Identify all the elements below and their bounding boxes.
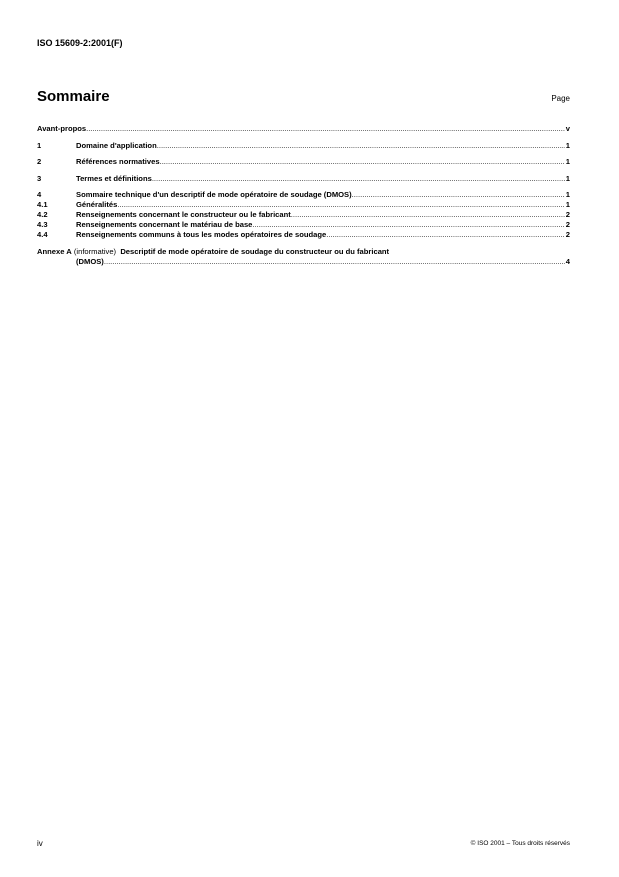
toc-entry-page: 2: [565, 230, 570, 239]
toc-entry-label: Renseignements communs à tous les modes opératoires de soudage: [76, 230, 327, 239]
toc-entry-page: 1: [565, 140, 570, 150]
toc-entry-annex-a[interactable]: [37, 247, 570, 267]
toc-entry-1[interactable]: [37, 141, 570, 151]
page-title: Sommaire: [37, 88, 110, 105]
toc-leader-dots: [152, 174, 565, 184]
page-column-label: Page: [551, 94, 570, 103]
toc-entry-4-4[interactable]: [37, 230, 570, 240]
annex-qualifier: (informative): [73, 246, 117, 256]
toc-entry-4[interactable]: [37, 190, 570, 200]
toc-entry-label: Domaine d'application: [76, 140, 157, 150]
footer-copyright: © ISO 2001 – Tous droits réservés: [470, 840, 570, 847]
toc-entry-label: Généralités: [76, 200, 118, 209]
toc-entry-number: 4.3: [37, 220, 48, 229]
toc-entry-label: Avant-propos: [37, 124, 87, 133]
toc-entry-number: 4: [37, 190, 42, 199]
toc-entry-page: 1: [565, 157, 570, 166]
toc-entry-label: Termes et définitions: [76, 173, 152, 183]
table-of-contents: [37, 124, 570, 267]
toc-entry-label: Renseignements concernant le constructeur ou le fabricant: [76, 210, 291, 219]
toc-entry-page: 2: [565, 220, 570, 229]
toc-entry-page: 1: [565, 173, 570, 183]
toc-leader-dots: [160, 157, 565, 167]
toc-entry-number: 4.4: [37, 230, 48, 239]
toc-leader-dots: [326, 230, 565, 240]
toc-leader-dots: [157, 141, 565, 151]
toc-entry-number: 3: [37, 173, 42, 183]
toc-entry-4-2[interactable]: [37, 210, 570, 220]
toc-entry-3[interactable]: [37, 174, 570, 184]
toc-entry-4-1[interactable]: [37, 200, 570, 210]
toc-leader-dots: [352, 190, 565, 200]
annex-title-line1: Descriptif de mode opératoire de soudage du constructeur ou du fabricant: [120, 246, 390, 256]
toc-entry-number: 2: [37, 157, 42, 166]
toc-entry-label: Renseignements concernant le matériau de base: [76, 220, 253, 229]
document-id: ISO 15609-2:2001(F): [37, 38, 123, 48]
toc-entry-4-3[interactable]: [37, 220, 570, 230]
toc-leader-dots: [104, 257, 565, 267]
annex-prefix: Annexe A: [37, 246, 72, 256]
toc-leader-dots: [291, 210, 565, 220]
toc-entry-number: 1: [37, 140, 42, 150]
toc-entry-page: 2: [565, 210, 570, 219]
toc-entry-page: 1: [565, 200, 570, 209]
annex-title-line2: (DMOS): [76, 256, 104, 266]
toc-entry-number: 4.2: [37, 210, 48, 219]
toc-leader-dots: [252, 220, 564, 230]
toc-entry-page: 4: [565, 256, 570, 266]
toc-leader-dots: [117, 200, 564, 210]
toc-entry-number: 4.1: [37, 200, 48, 209]
toc-entry-label: Sommaire technique d'un descriptif de mode opératoire de soudage (DMOS): [76, 190, 352, 199]
toc-entry-page: 1: [565, 190, 570, 199]
toc-entry-2[interactable]: [37, 157, 570, 167]
toc-entry-page: v: [565, 124, 570, 133]
toc-leader-dots: [86, 124, 565, 134]
toc-entry-label: Références normatives: [76, 157, 160, 166]
toc-entry-foreword[interactable]: [37, 124, 570, 134]
footer-page-number: iv: [37, 839, 43, 848]
